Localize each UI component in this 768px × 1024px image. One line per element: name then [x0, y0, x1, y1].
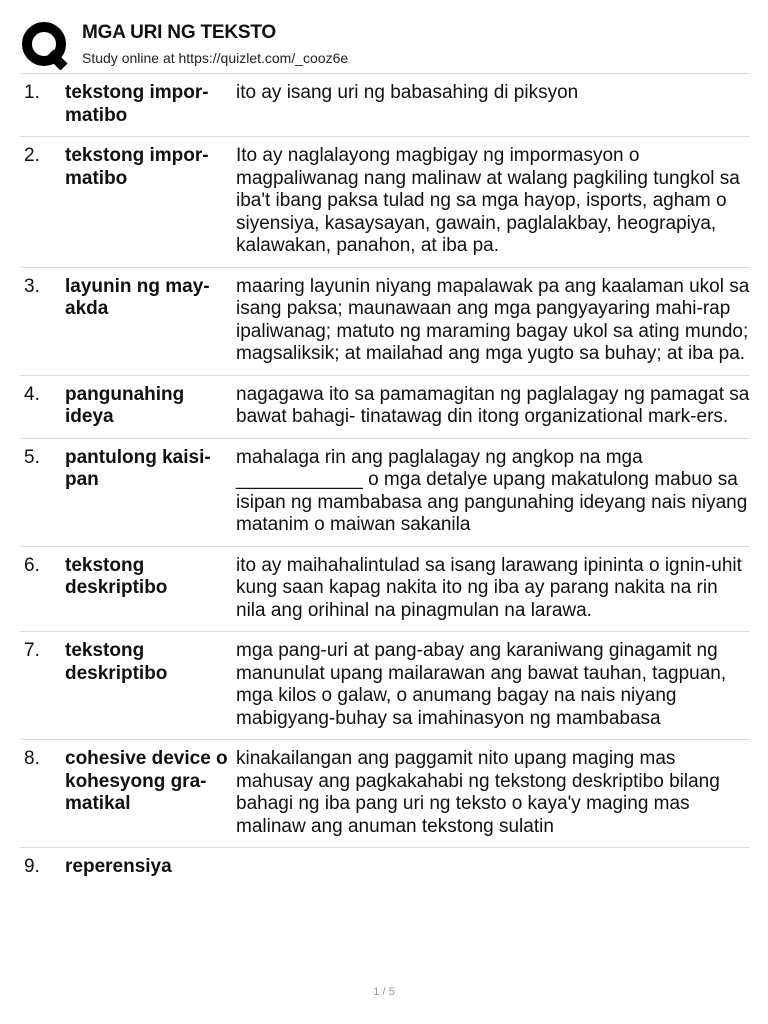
- card-number: 1.: [24, 82, 40, 103]
- card-term: tekstong deskriptibo: [65, 640, 168, 684]
- flashcard-row: [20, 632, 750, 740]
- card-definition: ito ay isang uri ng babasahing di piksyon: [236, 82, 579, 103]
- card-definition: mga pang-uri at pang-abay ang karaniwang ginagamit ng manunulat upang mailarawan ang bawat tauhan, tagpuan, mga kilos o galaw, o anumang bagay na nais niyang mabigyang-buhay sa imahinasyon ng mambabasa: [236, 640, 727, 729]
- flashcard-row: [20, 137, 750, 268]
- card-definition: nagagawa ito sa pamamagitan ng paglalagay ng pamagat sa bawat bahagi- tinatawag din itong organizational mark-ers.: [236, 383, 750, 427]
- card-term: layunin ng may-akda: [65, 275, 210, 319]
- card-term: pantulong kaisi-pan: [65, 446, 211, 490]
- card-number: 7.: [24, 640, 40, 661]
- card-term: tekstong impor-matibo: [65, 145, 209, 189]
- flashcard-row: [20, 268, 750, 376]
- page-number: 1 / 5: [373, 986, 395, 998]
- card-term: tekstong deskriptibo: [65, 554, 168, 598]
- card-number: 9.: [24, 856, 40, 877]
- flashcard-row: [20, 439, 750, 547]
- card-number: 2.: [24, 145, 40, 166]
- card-term: tekstong impor-matibo: [65, 82, 209, 126]
- page-title: MGA URI NG TEKSTO: [82, 22, 276, 43]
- card-number: 6.: [24, 554, 40, 576]
- flashcard-list: [20, 73, 750, 888]
- card-number: 4.: [24, 383, 40, 405]
- card-definition: maaring layunin niyang mapalawak pa ang kaalaman ukol sa isang paksa; maunawaan ang mga pangyayaring mahi-rap ipaliwanag; matuto ng maraming bagay ukol sa ating mundo; magsaliksik; at mailahad ang mga yugto sa buhay; at iba pa.: [236, 275, 750, 364]
- card-definition: Ito ay naglalayong magbigay ng impormasyon o magpaliwanag nang malinaw at walang pagkiling tungkol sa iba't ibang paksa tulad ng sa mga hayop, isports, agham o siyensiya, kasaysayan, gawain, paglalakbay, heograpiya, kalawakan, panahon, at iba pa.: [236, 145, 740, 256]
- card-term: cohesive device o kohesyong gra-matikal: [65, 748, 228, 814]
- flashcard-row: [20, 740, 750, 848]
- card-definition: kinakailangan ang paggamit nito upang maging mas mahusay ang pagkakahabi ng tekstong deskriptibo bilang bahagi ng iba pang uri ng teksto o kaya'y maging mas malinaw ang anuman tekstong sulatin: [236, 748, 720, 837]
- flashcard-row: [20, 547, 750, 633]
- study-link[interactable]: Study online at https://quizlet.com/_cooz6e: [82, 50, 349, 66]
- flashcard-row: [20, 848, 750, 888]
- card-number: 5.: [24, 446, 40, 468]
- flashcard-row: [20, 74, 750, 137]
- card-definition: ito ay maihahalintulad sa isang larawang ipininta o ignin-uhit kung saan kapag nakita ito ng iba ay parang nakita na rin nila ang orihinal na pinagmulan na larawa.: [236, 554, 742, 621]
- card-number: 3.: [24, 275, 40, 297]
- quizlet-q-logo-icon: [20, 20, 70, 70]
- flashcard-row: [20, 376, 750, 439]
- card-definition: mahalaga rin ang paglalagay ng angkop na mga ____________ o mga detalye upang makatulong mabuo sa isipan ng mambabasa ang pangunahing ideyang nais niyang matanim o maiwan sakanila: [236, 446, 748, 535]
- page-header: [20, 18, 750, 72]
- card-definition: [236, 856, 750, 879]
- card-number: 8.: [24, 748, 40, 769]
- card-term: reperensiya: [65, 856, 172, 877]
- card-term: pangunahing ideya: [65, 383, 185, 427]
